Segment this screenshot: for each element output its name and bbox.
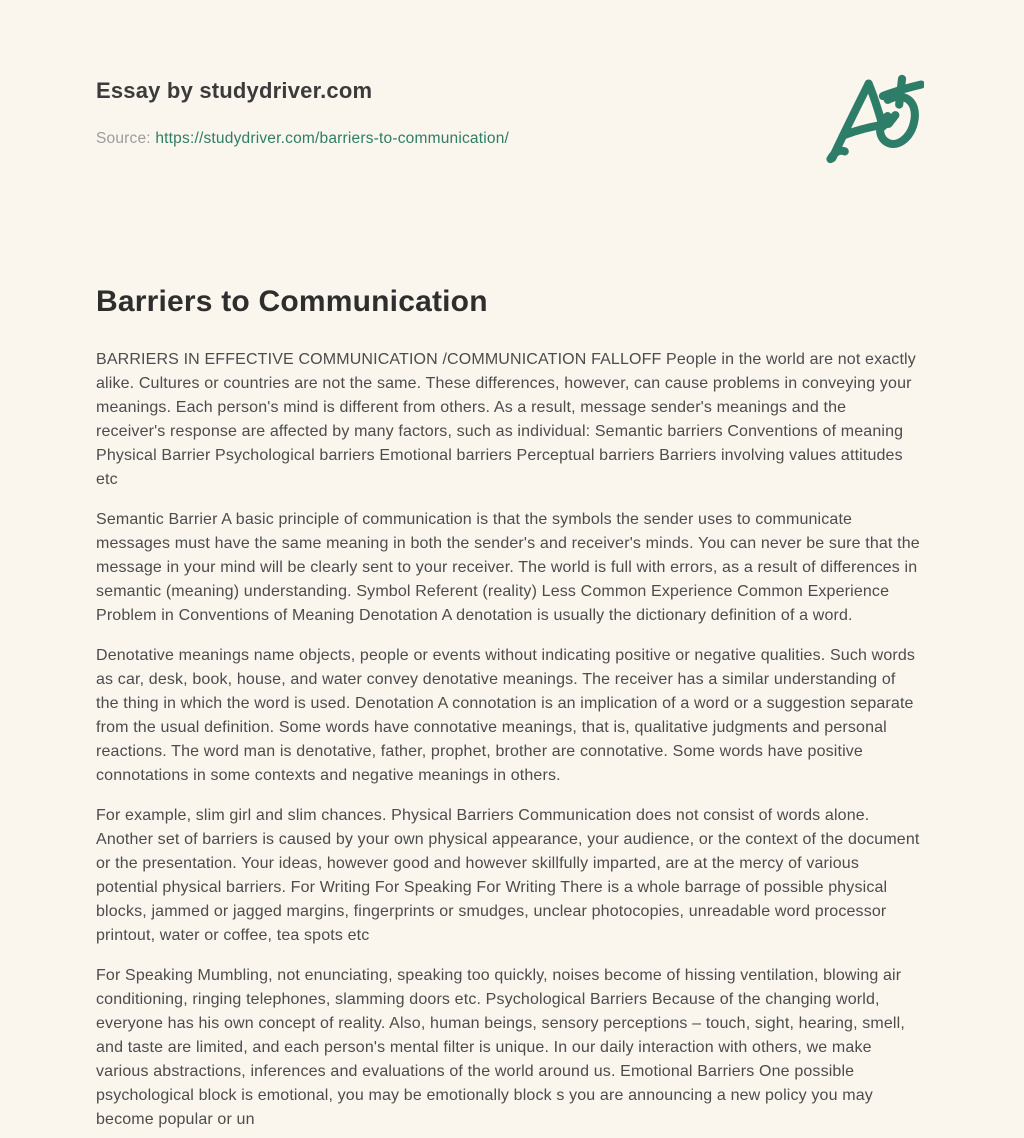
source-label: Source: [96,130,151,147]
page-header [96,68,924,166]
essay-paragraph: For Speaking Mumbling, not enunciating, speaking too quickly, noises become of hissing ventilation, blowing air conditioning, ringing telephones, slamming doors etc. Psychological Barriers Because of the changing world, everyone has his own concept of reality. Also, human beings, sensory perceptions – touch, sight, hearing, smell, and taste are limited, and each person's mental filter is unique. In our daily interaction with others, we make various abstractions, inferences and evaluations of the world around us. Emotional Barriers One possible psychological block is emotional, you may be emotionally block s you are announcing a new policy you may become popular or un [96,967,905,1128]
essay-paragraph: Denotative meanings name objects, people or events without indicating positive or negative qualities. Such words as car, desk, book, house, and water convey denotative meanings. The receiver has a similar understanding of the thing in which the word is used. Denotation A connotation is an implication of a word or a suggestion separate from the usual definition. Some words have connotative meanings, that is, qualitative judgments and personal reactions. The word man is denotative, father, prophet, brother are connotative. Some words have positive connotations in some contexts and negative meanings in others. [96,647,916,784]
essay-byline: Essay by studydriver.com [96,78,373,103]
essay-body [96,348,924,1132]
a-plus-logo-icon [819,70,924,166]
studydriver-logo [819,70,924,166]
source-link[interactable]: https://studydriver.com/barriers-to-communication/ [155,130,510,147]
header-text-block [96,68,509,148]
essay-paragraph: Semantic Barrier A basic principle of communication is that the symbols the sender uses to communicate messages must have the same meaning in both the sender's and receiver's minds. You can never be sure that the message in your mind will be clearly sent to your receiver. The world is full with errors, as a result of differences in semantic (meaning) understanding. Symbol Referent (reality) Less Common Experience Common Experience Problem in Conventions of Meaning Denotation A denotation is usually the dictionary definition of a word. [96,511,920,624]
essay-title: Barriers to Communication [96,285,488,318]
source-line [96,130,509,148]
essay-paragraph: For example, slim girl and slim chances. Physical Barriers Communication does not consist of words alone. Another set of barriers is caused by your own physical appearance, your audience, or the context of the document or the presentation. Your ideas, however good and however skillfully imparted, are at the mercy of various potential physical barriers. For Writing For Speaking For Writing There is a whole barrage of possible physical blocks, jammed or jagged margins, fingerprints or smudges, unclear photocopies, unreadable word processor printout, water or coffee, tea spots etc [96,807,920,944]
essay-paragraph: BARRIERS IN EFFECTIVE COMMUNICATION /COMMUNICATION FALLOFF People in the world are not exactly alike. Cultures or countries are not the same. These differences, however, can cause problems in conveying your meanings. Each person's mind is different from others. As a result, message sender's meanings and the receiver's response are affected by many factors, such as individual: Semantic barriers Conventions of meaning Physical Barrier Psychological barriers Emotional barriers Perceptual barriers Barriers involving values attitudes etc [96,351,916,488]
